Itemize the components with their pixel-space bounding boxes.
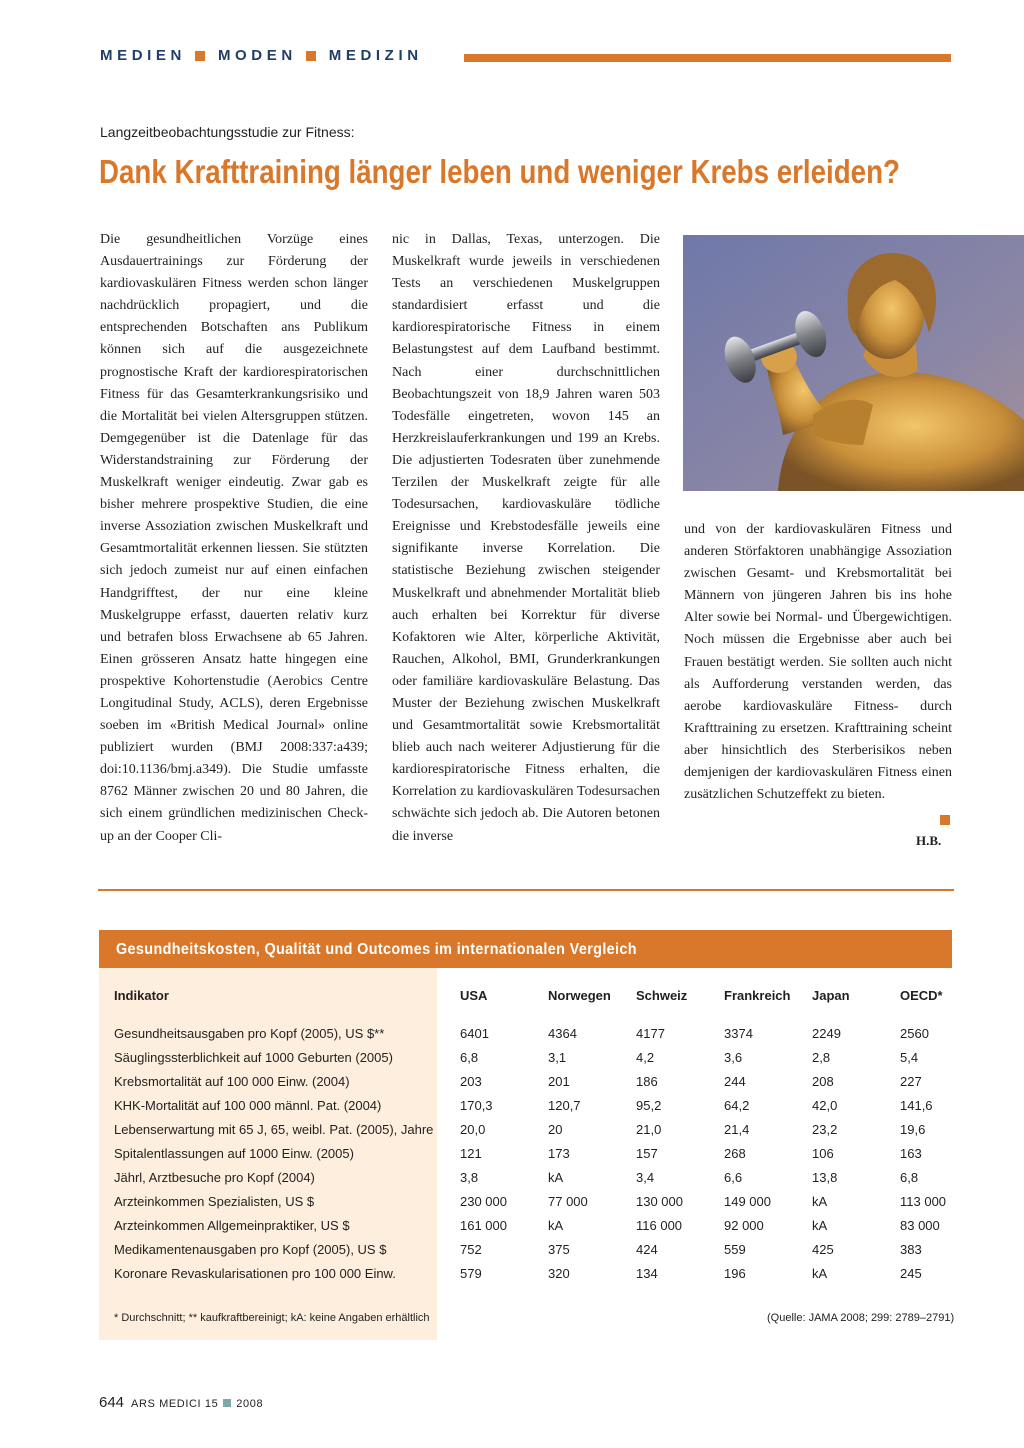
table-cell: 245 bbox=[900, 1266, 922, 1282]
table-cell: 3,6 bbox=[724, 1049, 743, 1065]
table-cell: 230 000 bbox=[460, 1194, 507, 1210]
table-cell: 559 bbox=[724, 1242, 746, 1258]
article-end-square bbox=[940, 815, 950, 825]
table-cell: 173 bbox=[548, 1146, 570, 1162]
header-section-moden: MODEN bbox=[217, 47, 297, 64]
header-separator-square bbox=[306, 51, 316, 61]
article-text: Die gesundheitlichen Vorzüge eines Ausdauertrainings zur Förderung der kardiovaskulären Fitness werden schon länger nachdrücklich propagiert, und die entsprechenden Botschaften ans Publikum können sich auf die ausgezeichnete prognostische Kraft der kardiorespiratorischen Fitness für das Gesamterkrankungsrisiko und die Mortalität bei vielen Altersgruppen stützen. Demgegenüber ist die Datenlage für das Widerstandstraining zur Förderung der Muskelkraft weniger eindeutig. Zwar gab es bisher mehrere prospektive Studien, die eine inverse Assoziation zwischen Muskelkraft und Gesamtmortalität erkennen liessen. Sie stützten sich jedoch zumeist nur auf einen einfachen Handgrifftest, der nur eine kleine Muskelgruppe erfasst, dauerten relativ kurz und betrafen bloss Erwachsene ab 65 Jahren. Einen grösseren Ansatz hatte hingegen eine prospektive Kohortenstudie (Aerobics Centre Longitudinal Study, ACLS), deren Ergebnisse soeben im «British Medical Journal» online publiziert wurden (BMJ 2008:337:a439; doi:10.1136/bmj.a349). Die Studie umfasste 8762 Männer zwischen 20 und 80 Jahren, die sich einem gründlichen medizinischen Check-up an der Cooper Cli- bbox=[100, 232, 368, 844]
table-cell: 203 bbox=[460, 1073, 482, 1089]
section-divider bbox=[98, 889, 954, 891]
table-row bbox=[114, 1141, 952, 1165]
table-source: (Quelle: JAMA 2008; 299: 2789–2791) bbox=[767, 1312, 955, 1324]
article-column-3 bbox=[684, 519, 952, 806]
column-header: Frankreich bbox=[724, 988, 791, 1003]
table-cell: 120,7 bbox=[548, 1097, 581, 1113]
article-column-2 bbox=[392, 229, 660, 848]
table-row bbox=[114, 1045, 952, 1069]
table-cell: 3,1 bbox=[548, 1049, 567, 1065]
table-cell: 6,8 bbox=[900, 1170, 919, 1186]
table-cell: 20,0 bbox=[460, 1121, 486, 1137]
table-header-row bbox=[114, 980, 952, 1011]
table-row bbox=[114, 1262, 952, 1286]
column-header: OECD* bbox=[900, 988, 943, 1003]
table-cell: 186 bbox=[636, 1073, 658, 1089]
table-cell: 424 bbox=[636, 1242, 658, 1258]
header-rule bbox=[464, 54, 951, 62]
table-cell: 579 bbox=[460, 1266, 482, 1282]
table-cell: Säuglingssterblichkeit auf 1000 Geburten (2005) bbox=[114, 1049, 393, 1065]
table-cell: 4177 bbox=[636, 1025, 665, 1041]
table-cell: 196 bbox=[724, 1266, 746, 1282]
table-cell: kA bbox=[548, 1218, 564, 1234]
table-cell: 21,4 bbox=[724, 1121, 750, 1137]
table-row bbox=[114, 1069, 952, 1093]
table-cell: 383 bbox=[900, 1242, 922, 1258]
table-cell: 149 000 bbox=[724, 1194, 771, 1210]
table-footnote: * Durchschnitt; ** kaufkraftbereinigt; kA: keine Angaben erhältlich bbox=[114, 1312, 430, 1324]
table-cell: 4,2 bbox=[636, 1049, 655, 1065]
table-row bbox=[114, 1238, 952, 1262]
table-cell: 83 000 bbox=[900, 1218, 940, 1234]
article-text: nic in Dallas, Texas, unterzogen. Die Muskelkraft wurde jeweils in verschiedenen Tests an verschiedenen Muskelgruppen standardisiert erfasst und die kardiorespiratorische Fitness in einem Belastungstest auf dem Laufband bestimmt. Nach einer durchschnittlichen Beobachtungszeit von 18,9 Jahren waren 503 Todesfälle eingetreten, wovon 145 an Herzkreislauferkrankungen und 199 an Krebs. Die adjustierten Todesraten über zunehmende Terzilen der Muskelkraft zeigte für alle Todesursachen, kardiovaskuläre tödliche Ereignisse und Krebstodesfälle jeweils eine signifikante inverse Korrelation. Die statistische Beziehung zwischen steigender Muskelkraft und abnehmender Mortalität blieb auch erhalten bei Korrektur für diverse Kofaktoren wie Alter, körperliche Aktivität, Rauchen, Alkohol, BMI, Grunderkrankungen oder familiäre kardiovaskuläre Belastung. Das Muster der Beziehung zwischen Muskelkraft und Gesamtmortalität sowie Krebsmortalität blieb auch nach weiterer Adjustierung für die kardiorespiratorische Fitness erhalten, die Korrelation zu kardiovaskulären Todesursachen schwächte sich jedoch ab. Die Autoren betonen die inverse bbox=[392, 232, 660, 844]
column-header: Norwegen bbox=[548, 988, 611, 1003]
table-cell: 5,4 bbox=[900, 1049, 919, 1065]
table-cell: 23,2 bbox=[812, 1121, 838, 1137]
table-cell: kA bbox=[812, 1266, 828, 1282]
table-cell: 268 bbox=[724, 1146, 746, 1162]
weightlifter-illustration bbox=[683, 235, 1024, 491]
page-number: 644 bbox=[99, 1394, 125, 1411]
column-header: Schweiz bbox=[636, 988, 688, 1003]
table-cell: 121 bbox=[460, 1146, 482, 1162]
table-cell: 113 000 bbox=[900, 1194, 947, 1210]
table-cell: kA bbox=[812, 1218, 828, 1234]
table-cell: Medikamentenausgaben pro Kopf (2005), US $ bbox=[114, 1242, 387, 1258]
table-title-bar bbox=[99, 930, 952, 968]
table-cell: 163 bbox=[900, 1146, 922, 1162]
table-cell: 3,4 bbox=[636, 1170, 655, 1186]
table-cell: kA bbox=[812, 1194, 828, 1210]
table-cell: 6,8 bbox=[460, 1049, 479, 1065]
column-header: Indikator bbox=[114, 988, 169, 1003]
table-cell: 425 bbox=[812, 1242, 834, 1258]
table-cell: 64,2 bbox=[724, 1097, 750, 1113]
table-cell: Arzteinkommen Allgemeinpraktiker, US $ bbox=[114, 1218, 350, 1234]
table-cell: 6,6 bbox=[724, 1170, 743, 1186]
table-row bbox=[114, 1190, 952, 1214]
table-cell: Koronare Revaskularisationen pro 100 000 Einw. bbox=[114, 1266, 396, 1282]
article-column-1 bbox=[100, 229, 368, 848]
article-photo bbox=[683, 235, 1024, 491]
running-header bbox=[100, 47, 423, 64]
table-title: Gesundheitskosten, Qualität und Outcomes im internationalen Vergleich bbox=[116, 941, 637, 958]
header-section-medien: MEDIEN bbox=[100, 47, 186, 64]
article-text: und von der kardiovaskulären Fitness und anderen Störfaktoren unabhängige Assoziation zwischen Gesamt- und Krebsmortalität bei Männern von jüngeren Jahren bis ins hohe Alter sowie bei Normal- und Übergewichtigen. Noch müssen die Ergebnisse aber auch bei Frauen bestätigt werden. Sie sollten auch nicht als Aufforderung verstanden werden, das aerobe kardiovaskuläre Fitness- durch Krafttraining zu ersetzen. Krafttraining scheint aber hinsichtlich des Sterberisikos neben demjenigen der kardiovaskulären Fitness einen zusätzlichen Schutzeffekt zu bieten. bbox=[684, 522, 952, 803]
table-cell: 19,6 bbox=[900, 1121, 926, 1137]
table-cell: 320 bbox=[548, 1266, 570, 1282]
table-row bbox=[114, 1117, 952, 1141]
table-cell: 2560 bbox=[900, 1025, 929, 1041]
column-header: USA bbox=[460, 988, 488, 1003]
table-cell: 92 000 bbox=[724, 1218, 764, 1234]
column-header: Japan bbox=[812, 988, 850, 1003]
table-cell: 3,8 bbox=[460, 1170, 479, 1186]
table-cell: 141,6 bbox=[900, 1097, 933, 1113]
table-cell: KHK-Mortalität auf 100 000 männl. Pat. (2004) bbox=[114, 1097, 382, 1113]
table-cell: Spitalentlassungen auf 1000 Einw. (2005) bbox=[114, 1146, 354, 1162]
table-cell: 95,2 bbox=[636, 1097, 662, 1113]
table-cell: kA bbox=[548, 1170, 564, 1186]
table-cell: 6401 bbox=[460, 1025, 489, 1041]
table-cell: Gesundheitsausgaben pro Kopf (2005), US $** bbox=[114, 1025, 385, 1041]
table-row bbox=[114, 1093, 952, 1117]
table-cell: Krebsmortalität auf 100 000 Einw. (2004) bbox=[114, 1073, 350, 1089]
table-cell: 2,8 bbox=[812, 1049, 831, 1065]
article-kicker: Langzeitbeobachtungsstudie zur Fitness: bbox=[100, 124, 355, 140]
table-cell: 106 bbox=[812, 1146, 834, 1162]
publication-year: 2008 bbox=[236, 1398, 264, 1410]
header-separator-square bbox=[195, 51, 205, 61]
table-cell: 42,0 bbox=[812, 1097, 838, 1113]
journal-name: ARS MEDICI 15 bbox=[131, 1398, 219, 1410]
table-row bbox=[114, 1214, 952, 1238]
table-cell: 375 bbox=[548, 1242, 570, 1258]
comparison-table bbox=[114, 980, 952, 1286]
footer-separator-square bbox=[223, 1399, 231, 1407]
table-cell: Lebenserwartung mit 65 J, 65, weibl. Pat. (2005), Jahre bbox=[114, 1121, 434, 1137]
table-cell: 134 bbox=[636, 1266, 658, 1282]
table-cell: 13,8 bbox=[812, 1170, 838, 1186]
table-cell: 116 000 bbox=[636, 1218, 683, 1234]
table-cell: 77 000 bbox=[548, 1194, 588, 1210]
table-cell: 2249 bbox=[812, 1025, 841, 1041]
table-cell: Arzteinkommen Spezialisten, US $ bbox=[114, 1194, 315, 1210]
table-cell: 4364 bbox=[548, 1025, 577, 1041]
table-cell: 20 bbox=[548, 1121, 563, 1137]
table-cell: 208 bbox=[812, 1073, 834, 1089]
header-section-medizin: MEDIZIN bbox=[328, 47, 423, 64]
table-cell: 170,3 bbox=[460, 1097, 493, 1113]
table-row bbox=[114, 1011, 952, 1045]
table-cell: 130 000 bbox=[636, 1194, 683, 1210]
table-cell: 21,0 bbox=[636, 1121, 662, 1137]
article-headline: Dank Krafttraining länger leben und weniger Krebs erleiden? bbox=[99, 153, 900, 190]
table-cell: 201 bbox=[548, 1073, 570, 1089]
table-cell: 161 000 bbox=[460, 1218, 507, 1234]
table-cell: 157 bbox=[636, 1146, 658, 1162]
table-cell: 752 bbox=[460, 1242, 482, 1258]
page-footer bbox=[99, 1394, 263, 1411]
table-cell: 3374 bbox=[724, 1025, 753, 1041]
table-row bbox=[114, 1166, 952, 1190]
article-author: H.B. bbox=[916, 833, 942, 848]
table-cell: 227 bbox=[900, 1073, 922, 1089]
table-cell: Jährl, Arztbesuche pro Kopf (2004) bbox=[114, 1170, 315, 1186]
table-cell: 244 bbox=[724, 1073, 746, 1089]
